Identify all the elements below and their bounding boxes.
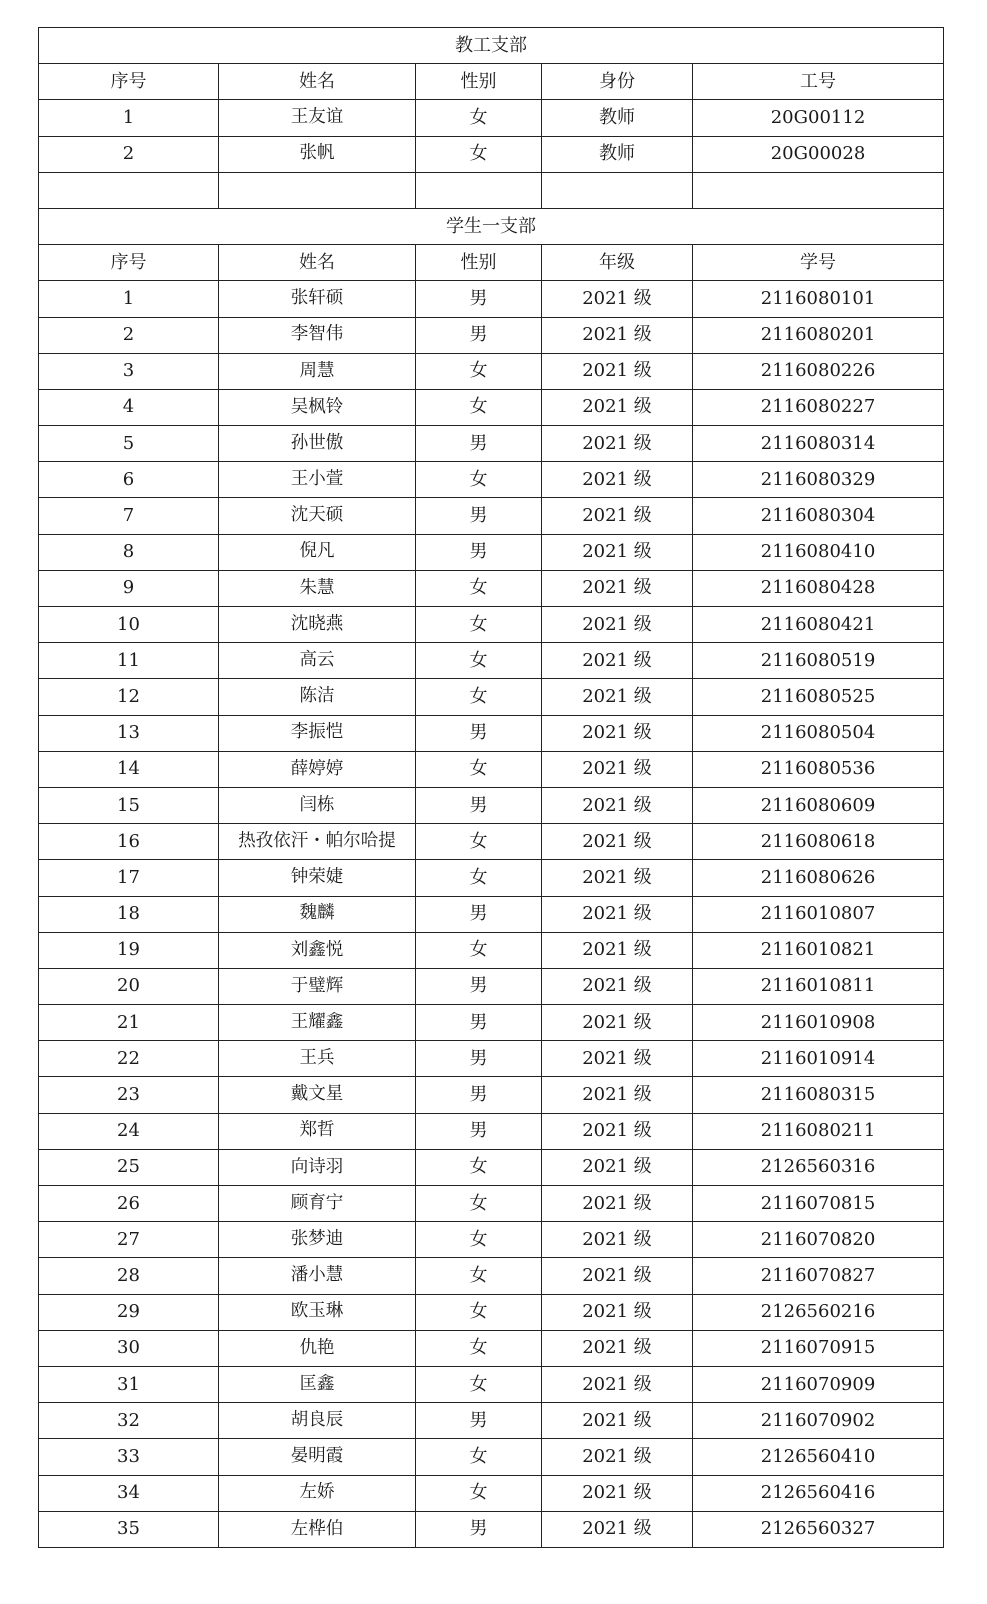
- cell-seq: 20: [39, 968, 219, 1004]
- cell-id: 2116080314: [693, 426, 944, 462]
- cell-seq: 4: [39, 389, 219, 425]
- cell-role: 2021 级: [542, 1186, 693, 1222]
- table-row: [39, 136, 944, 172]
- cell-gender: 女: [416, 1149, 542, 1185]
- cell-gender: 男: [416, 1113, 542, 1149]
- cell-id: 2116010821: [693, 932, 944, 968]
- table-row: [39, 172, 944, 208]
- cell-role: 2021 级: [542, 389, 693, 425]
- cell-gender: 女: [416, 389, 542, 425]
- cell-name: 王兵: [219, 1041, 416, 1077]
- cell-gender: 女: [416, 1330, 542, 1366]
- table-row: [39, 679, 944, 715]
- cell-seq: 32: [39, 1403, 219, 1439]
- cell-name: 郑哲: [219, 1113, 416, 1149]
- table-row: [39, 932, 944, 968]
- cell-role: 2021 级: [542, 570, 693, 606]
- cell-seq: 22: [39, 1041, 219, 1077]
- cell-gender: 女: [416, 1186, 542, 1222]
- cell-name: 欧玉琳: [219, 1294, 416, 1330]
- table-row: [39, 896, 944, 932]
- table-row: [39, 607, 944, 643]
- column-header-id: 工号: [693, 64, 944, 100]
- cell-seq: 28: [39, 1258, 219, 1294]
- table-row: [39, 1403, 944, 1439]
- cell-role: 2021 级: [542, 1439, 693, 1475]
- table-row: [39, 1222, 944, 1258]
- table-row: [39, 1294, 944, 1330]
- column-header-seq: 序号: [39, 64, 219, 100]
- cell-gender: 男: [416, 787, 542, 823]
- cell-role: 2021 级: [542, 787, 693, 823]
- cell-gender: 女: [416, 751, 542, 787]
- cell-id: 2116080304: [693, 498, 944, 534]
- cell-role: 2021 级: [542, 534, 693, 570]
- column-header-name: 姓名: [219, 245, 416, 281]
- cell-name: 胡良辰: [219, 1403, 416, 1439]
- table-row: [39, 1186, 944, 1222]
- cell-id: 2116080201: [693, 317, 944, 353]
- table-row: [39, 751, 944, 787]
- table-row: [39, 281, 944, 317]
- cell-gender: [416, 172, 542, 208]
- cell-role: 2021 级: [542, 607, 693, 643]
- cell-name: 沈晓燕: [219, 607, 416, 643]
- cell-gender: 女: [416, 932, 542, 968]
- table-row: [39, 1041, 944, 1077]
- cell-seq: 2: [39, 317, 219, 353]
- cell-name: 陈洁: [219, 679, 416, 715]
- branch-member-table: [38, 27, 944, 1548]
- staff_branch-title: 教工支部: [39, 28, 944, 64]
- cell-gender: 女: [416, 1258, 542, 1294]
- table-row: [39, 570, 944, 606]
- cell-gender: 女: [416, 679, 542, 715]
- cell-id: 2126560316: [693, 1149, 944, 1185]
- cell-gender: 女: [416, 1366, 542, 1402]
- cell-role: 2021 级: [542, 860, 693, 896]
- cell-seq: 18: [39, 896, 219, 932]
- cell-name: 热孜依汗・帕尔哈提: [219, 824, 416, 860]
- cell-gender: 女: [416, 1475, 542, 1511]
- table-row: [39, 1258, 944, 1294]
- cell-role: 2021 级: [542, 462, 693, 498]
- cell-role: [542, 172, 693, 208]
- cell-id: 2116010807: [693, 896, 944, 932]
- cell-name: 仇艳: [219, 1330, 416, 1366]
- table-row: [39, 787, 944, 823]
- cell-name: 左娇: [219, 1475, 416, 1511]
- cell-id: 2116070915: [693, 1330, 944, 1366]
- cell-seq: 13: [39, 715, 219, 751]
- cell-id: 2116080226: [693, 353, 944, 389]
- cell-gender: 女: [416, 860, 542, 896]
- cell-gender: 男: [416, 426, 542, 462]
- table-row: [39, 353, 944, 389]
- cell-role: 2021 级: [542, 1511, 693, 1547]
- cell-name: 李振恺: [219, 715, 416, 751]
- cell-role: 2021 级: [542, 1258, 693, 1294]
- cell-seq: 21: [39, 1005, 219, 1041]
- column-header-role: 身份: [542, 64, 693, 100]
- table-row: [39, 534, 944, 570]
- cell-role: 2021 级: [542, 353, 693, 389]
- cell-id: 2126560410: [693, 1439, 944, 1475]
- cell-name: 潘小慧: [219, 1258, 416, 1294]
- cell-gender: 男: [416, 281, 542, 317]
- cell-id: 2116080626: [693, 860, 944, 896]
- cell-role: 2021 级: [542, 643, 693, 679]
- cell-id: 2116080536: [693, 751, 944, 787]
- cell-id: 2116010811: [693, 968, 944, 1004]
- cell-id: 2126560216: [693, 1294, 944, 1330]
- cell-gender: 女: [416, 100, 542, 136]
- cell-id: 2116080410: [693, 534, 944, 570]
- student_branch-title-row: [39, 208, 944, 244]
- cell-seq: 29: [39, 1294, 219, 1330]
- cell-id: 2116080227: [693, 389, 944, 425]
- table-row: [39, 1366, 944, 1402]
- table-row: [39, 1439, 944, 1475]
- cell-name: 刘鑫悦: [219, 932, 416, 968]
- cell-role: 2021 级: [542, 1077, 693, 1113]
- cell-id: 2116080519: [693, 643, 944, 679]
- cell-role: 2021 级: [542, 932, 693, 968]
- cell-role: 2021 级: [542, 679, 693, 715]
- cell-seq: 8: [39, 534, 219, 570]
- cell-gender: 男: [416, 1041, 542, 1077]
- column-header-name: 姓名: [219, 64, 416, 100]
- table-row: [39, 643, 944, 679]
- cell-id: 2116070820: [693, 1222, 944, 1258]
- cell-gender: 女: [416, 643, 542, 679]
- table-row: [39, 968, 944, 1004]
- cell-seq: 3: [39, 353, 219, 389]
- cell-seq: 31: [39, 1366, 219, 1402]
- cell-gender: 女: [416, 353, 542, 389]
- cell-id: 2116070909: [693, 1366, 944, 1402]
- cell-id: 2116080421: [693, 607, 944, 643]
- table-row: [39, 317, 944, 353]
- cell-gender: 女: [416, 462, 542, 498]
- cell-name: 闫栋: [219, 787, 416, 823]
- cell-id: [693, 172, 944, 208]
- cell-gender: 男: [416, 715, 542, 751]
- student_branch-title: 学生一支部: [39, 208, 944, 244]
- cell-role: 2021 级: [542, 1113, 693, 1149]
- cell-seq: 24: [39, 1113, 219, 1149]
- staff_branch-title-row: [39, 28, 944, 64]
- cell-name: 晏明霞: [219, 1439, 416, 1475]
- cell-role: 2021 级: [542, 426, 693, 462]
- cell-role: 2021 级: [542, 1475, 693, 1511]
- cell-id: 2116080618: [693, 824, 944, 860]
- cell-seq: 6: [39, 462, 219, 498]
- cell-seq: 33: [39, 1439, 219, 1475]
- cell-name: 孙世傲: [219, 426, 416, 462]
- cell-seq: 1: [39, 100, 219, 136]
- cell-id: 2116080101: [693, 281, 944, 317]
- table-row: [39, 100, 944, 136]
- cell-role: 2021 级: [542, 896, 693, 932]
- cell-role: 教师: [542, 136, 693, 172]
- table-row: [39, 389, 944, 425]
- cell-seq: 23: [39, 1077, 219, 1113]
- cell-seq: 35: [39, 1511, 219, 1547]
- cell-id: 2116080504: [693, 715, 944, 751]
- cell-name: 张帆: [219, 136, 416, 172]
- cell-gender: 男: [416, 498, 542, 534]
- cell-gender: 女: [416, 1294, 542, 1330]
- cell-id: 2116080211: [693, 1113, 944, 1149]
- cell-name: 高云: [219, 643, 416, 679]
- table-row: [39, 824, 944, 860]
- cell-seq: 34: [39, 1475, 219, 1511]
- cell-gender: 男: [416, 1005, 542, 1041]
- cell-seq: 11: [39, 643, 219, 679]
- cell-role: 2021 级: [542, 1222, 693, 1258]
- table-row: [39, 462, 944, 498]
- table-row: [39, 860, 944, 896]
- cell-role: 2021 级: [542, 968, 693, 1004]
- cell-gender: 男: [416, 1403, 542, 1439]
- cell-role: 2021 级: [542, 751, 693, 787]
- cell-seq: 7: [39, 498, 219, 534]
- student_branch-header-row: [39, 245, 944, 281]
- cell-gender: 男: [416, 534, 542, 570]
- table-row: [39, 1330, 944, 1366]
- cell-role: 2021 级: [542, 1005, 693, 1041]
- cell-name: 向诗羽: [219, 1149, 416, 1185]
- cell-gender: 男: [416, 896, 542, 932]
- cell-id: 2116080315: [693, 1077, 944, 1113]
- cell-name: 吴枫铃: [219, 389, 416, 425]
- table-row: [39, 426, 944, 462]
- cell-seq: 5: [39, 426, 219, 462]
- cell-seq: 26: [39, 1186, 219, 1222]
- cell-role: 2021 级: [542, 824, 693, 860]
- cell-name: 匡鑫: [219, 1366, 416, 1402]
- cell-name: 钟荣婕: [219, 860, 416, 896]
- cell-role: 2021 级: [542, 1403, 693, 1439]
- cell-gender: 女: [416, 570, 542, 606]
- cell-gender: 男: [416, 1077, 542, 1113]
- table-row: [39, 498, 944, 534]
- table-row: [39, 1113, 944, 1149]
- table-row: [39, 1511, 944, 1547]
- cell-seq: 30: [39, 1330, 219, 1366]
- cell-id: 2116080525: [693, 679, 944, 715]
- cell-id: 2116070827: [693, 1258, 944, 1294]
- cell-id: 2126560416: [693, 1475, 944, 1511]
- cell-seq: 9: [39, 570, 219, 606]
- cell-role: 2021 级: [542, 1294, 693, 1330]
- cell-role: 2021 级: [542, 1330, 693, 1366]
- cell-gender: 男: [416, 968, 542, 1004]
- cell-seq: 15: [39, 787, 219, 823]
- cell-id: 2116080428: [693, 570, 944, 606]
- cell-gender: 女: [416, 607, 542, 643]
- cell-seq: 19: [39, 932, 219, 968]
- cell-name: 王耀鑫: [219, 1005, 416, 1041]
- column-header-role: 年级: [542, 245, 693, 281]
- table-row: [39, 715, 944, 751]
- cell-name: 王小萱: [219, 462, 416, 498]
- cell-role: 2021 级: [542, 281, 693, 317]
- cell-name: 顾育宁: [219, 1186, 416, 1222]
- cell-seq: 17: [39, 860, 219, 896]
- cell-id: 2116070902: [693, 1403, 944, 1439]
- cell-id: 2116010914: [693, 1041, 944, 1077]
- cell-name: 倪凡: [219, 534, 416, 570]
- cell-id: 2126560327: [693, 1511, 944, 1547]
- cell-role: 2021 级: [542, 1366, 693, 1402]
- cell-name: 于璧辉: [219, 968, 416, 1004]
- cell-name: 左桦伯: [219, 1511, 416, 1547]
- cell-role: 2021 级: [542, 498, 693, 534]
- cell-name: [219, 172, 416, 208]
- cell-role: 2021 级: [542, 1041, 693, 1077]
- cell-id: 20G00028: [693, 136, 944, 172]
- column-header-gender: 性别: [416, 245, 542, 281]
- cell-name: 戴文星: [219, 1077, 416, 1113]
- table-row: [39, 1077, 944, 1113]
- cell-id: 2116080329: [693, 462, 944, 498]
- cell-id: 2116080609: [693, 787, 944, 823]
- cell-name: 朱慧: [219, 570, 416, 606]
- column-header-seq: 序号: [39, 245, 219, 281]
- cell-gender: 女: [416, 1439, 542, 1475]
- cell-name: 张轩硕: [219, 281, 416, 317]
- column-header-gender: 性别: [416, 64, 542, 100]
- cell-name: 李智伟: [219, 317, 416, 353]
- cell-id: 20G00112: [693, 100, 944, 136]
- cell-role: 2021 级: [542, 1149, 693, 1185]
- cell-seq: 2: [39, 136, 219, 172]
- cell-role: 2021 级: [542, 317, 693, 353]
- table-row: [39, 1005, 944, 1041]
- cell-name: 张梦迪: [219, 1222, 416, 1258]
- column-header-id: 学号: [693, 245, 944, 281]
- cell-seq: 1: [39, 281, 219, 317]
- cell-seq: 14: [39, 751, 219, 787]
- cell-role: 教师: [542, 100, 693, 136]
- cell-seq: 27: [39, 1222, 219, 1258]
- cell-seq: 25: [39, 1149, 219, 1185]
- table-row: [39, 1475, 944, 1511]
- cell-id: 2116010908: [693, 1005, 944, 1041]
- cell-gender: 女: [416, 824, 542, 860]
- cell-name: 魏麟: [219, 896, 416, 932]
- cell-id: 2116070815: [693, 1186, 944, 1222]
- cell-seq: 16: [39, 824, 219, 860]
- cell-seq: [39, 172, 219, 208]
- staff_branch-header-row: [39, 64, 944, 100]
- cell-name: 薛婷婷: [219, 751, 416, 787]
- table-row: [39, 1149, 944, 1185]
- cell-gender: 男: [416, 1511, 542, 1547]
- cell-gender: 男: [416, 317, 542, 353]
- cell-name: 周慧: [219, 353, 416, 389]
- cell-seq: 12: [39, 679, 219, 715]
- cell-name: 王友谊: [219, 100, 416, 136]
- table-body: [39, 28, 944, 1548]
- cell-name: 沈天硕: [219, 498, 416, 534]
- cell-gender: 女: [416, 136, 542, 172]
- cell-role: 2021 级: [542, 715, 693, 751]
- cell-gender: 女: [416, 1222, 542, 1258]
- cell-seq: 10: [39, 607, 219, 643]
